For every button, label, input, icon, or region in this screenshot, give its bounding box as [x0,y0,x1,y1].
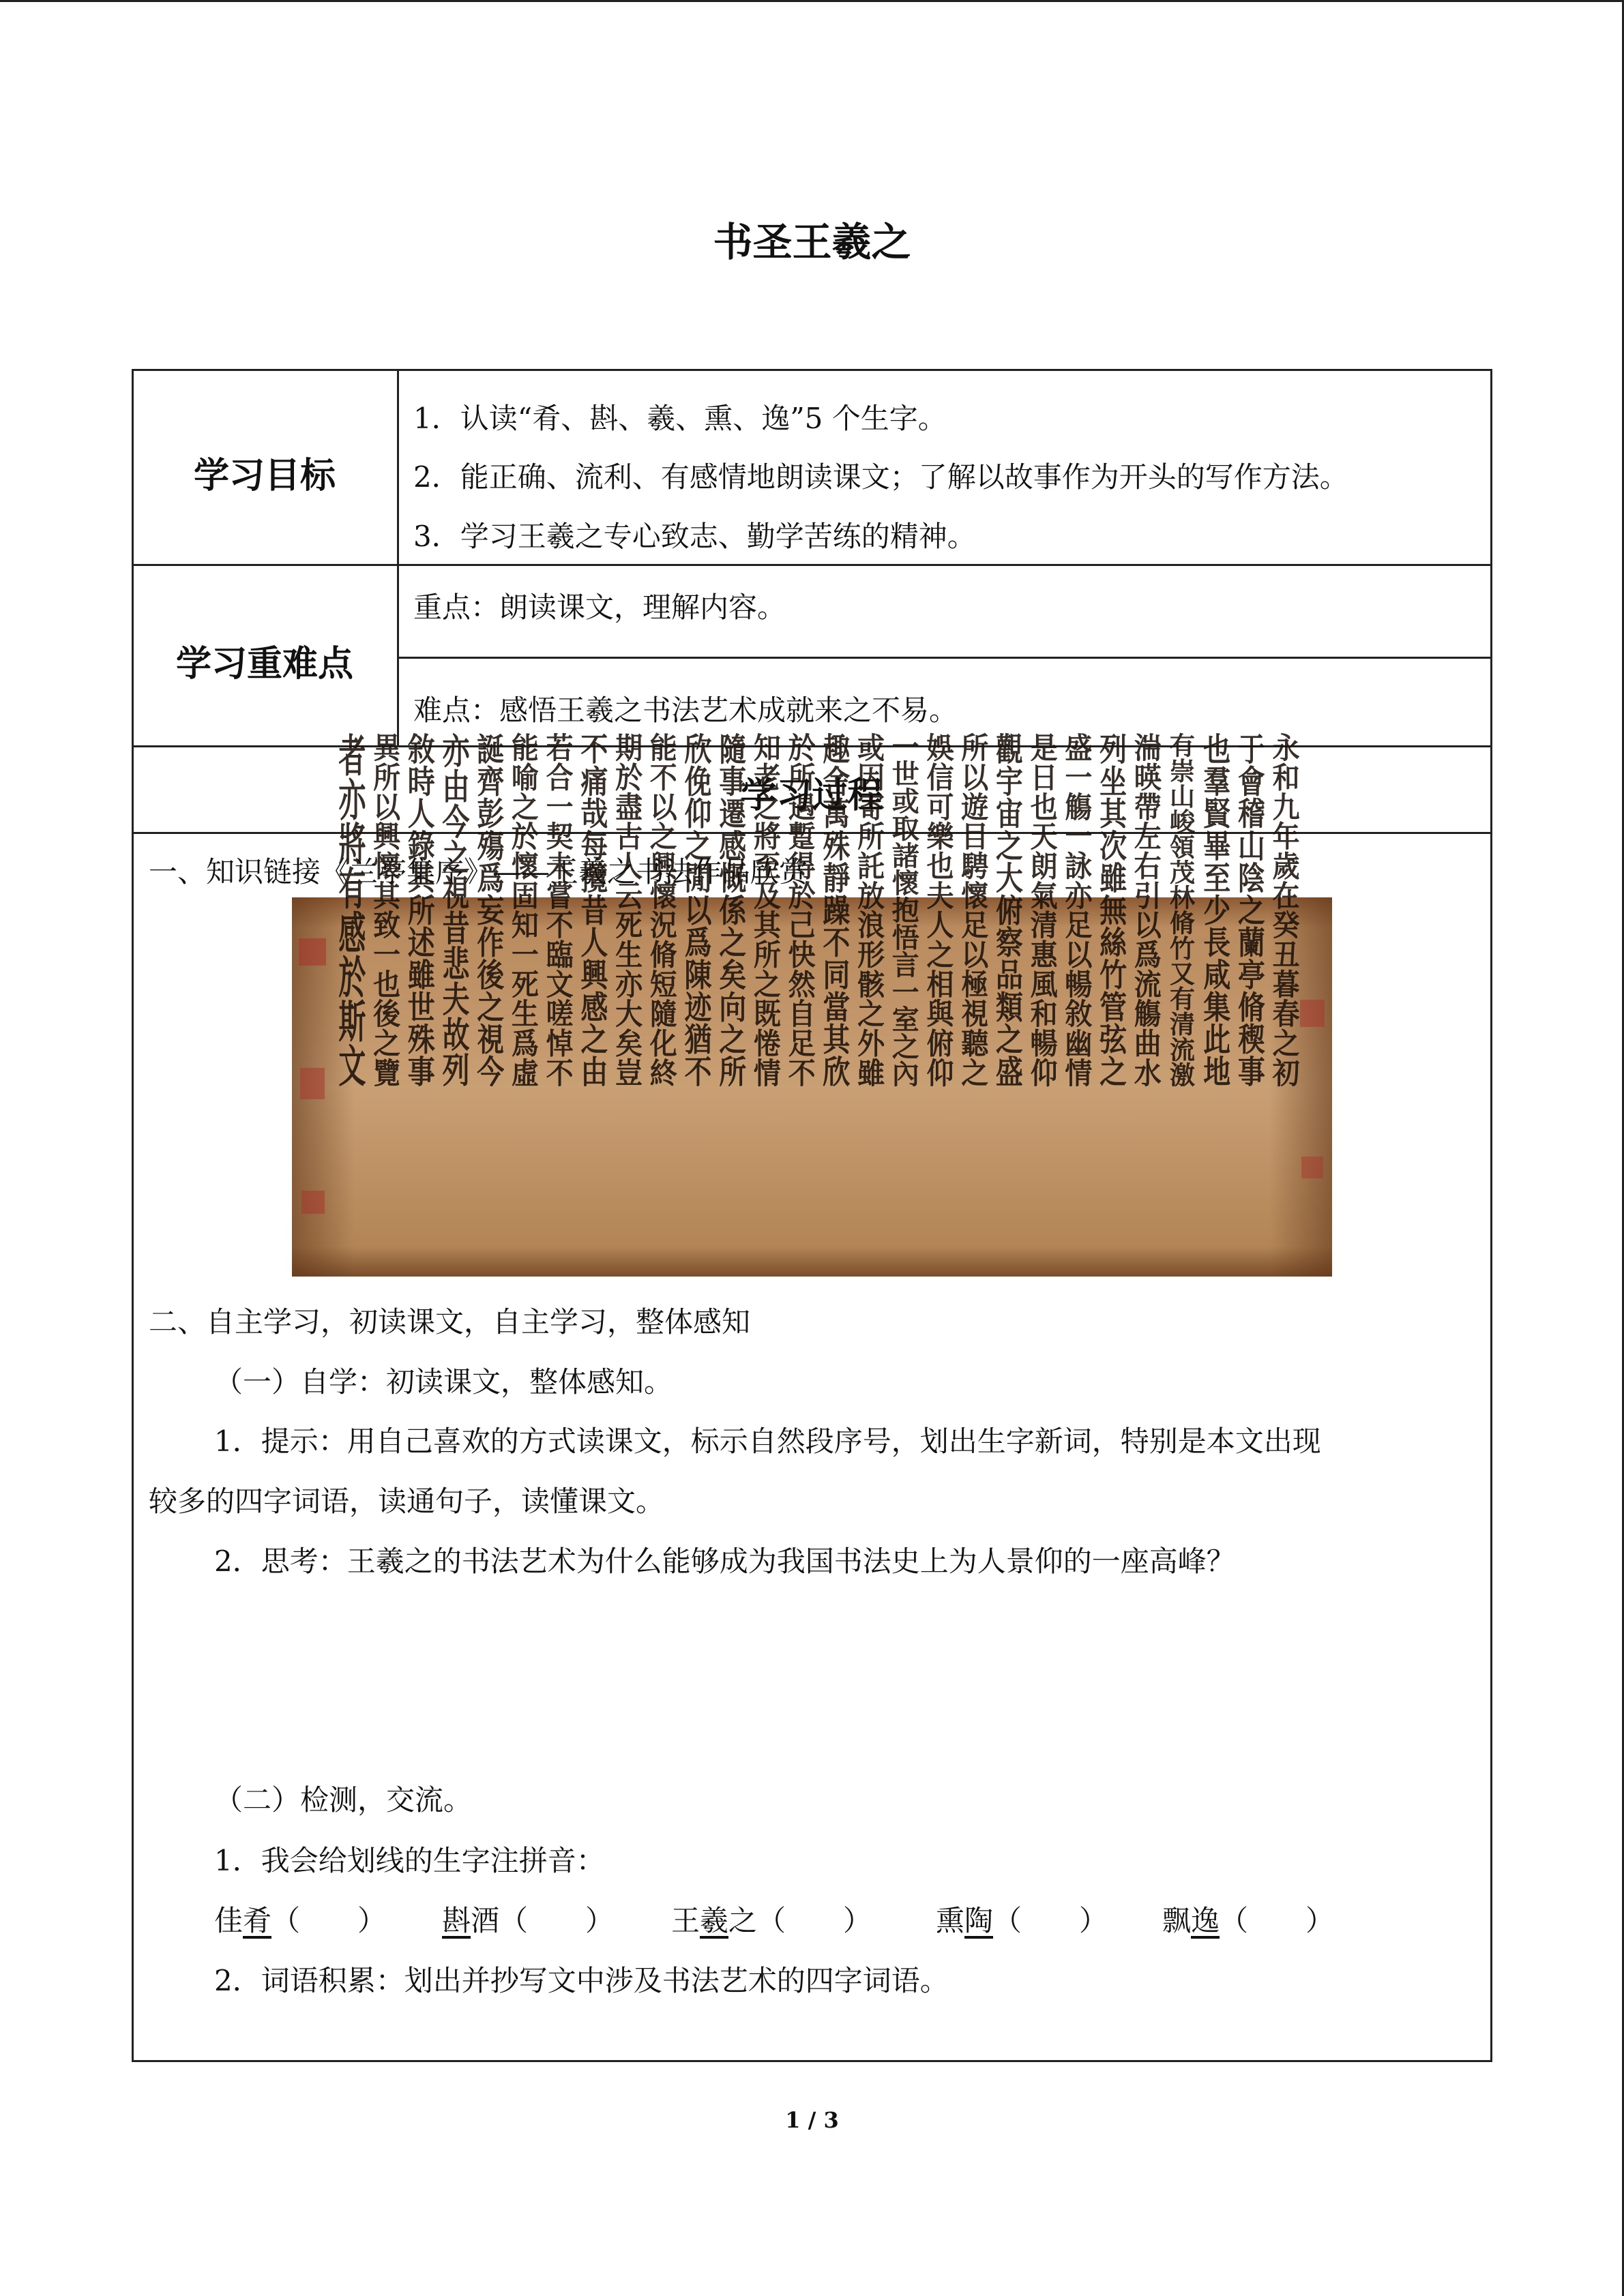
goal-item-1: 1．认读“肴、斟、羲、熏、逸”5 个生字。 [413,402,947,435]
answer-blank[interactable]: （ ） [757,1904,872,1937]
page-title: 书圣王羲之 [713,219,911,265]
row-divider [132,564,1492,566]
seal-stamp [1300,1000,1325,1027]
calligraphy-column: 趣舍萬殊靜躁不同當其欣 [818,732,851,1032]
calligraphy-column: 于會稽山陰之蘭亭脩稧事 [1233,732,1266,1032]
key-point: 重点：朗读课文，理解内容。 [413,591,786,624]
calligraphy-column: 是日也天朗氣清惠風和暢仰 [1026,732,1059,1060]
key-points-label: 学习重难点 [175,644,353,685]
process-heading: 学习过程 [741,775,883,816]
pinyin-task: 1．我会给划线的生字注拼音： [214,1844,605,1877]
goal-item-3: 3．学习王羲之专心致志、勤学苦练的精神。 [413,520,976,553]
calligraphy-column: 或因寄所託放浪形骸之外雖 [853,732,885,1060]
calligraphy-column: 若合一契未嘗不臨文嗟悼不 [542,732,574,1060]
calligraphy-column: 湍暎帶左右引以爲流觴曲水 [1130,732,1162,1060]
calligraphy-column: 敘時人錄其所述雖世殊事 [403,732,436,1032]
calligraphy-column: 欣俛仰之閒以爲陳迹猶不 [680,732,712,1032]
calligraphy-column: 能喻之於懷固知一死生爲虛 [507,732,540,1060]
calligraphy-column: 永和九年歲在癸丑暮春之初 [1268,732,1301,1060]
answer-blank[interactable]: （ ） [499,1904,615,1937]
calligraphy-column: 所以遊目騁懷足以極視聽之 [956,732,989,1060]
calligraphy-column: 期於盡古人云死生亦大矣豈 [610,732,643,1060]
seal-stamp [299,938,326,966]
seal-stamp [1301,1157,1323,1178]
calligraphy-column: 隨事遷感慨係之矣向之所 [714,732,747,1032]
answer-blank[interactable]: （ ） [271,1904,387,1937]
calligraphy-column: 知老之將至及其所之既惓情 [749,732,782,1060]
column-divider [397,369,399,747]
difficult-point: 难点：感悟王羲之书法艺术成就来之不易。 [413,694,958,727]
calligraphy-column: 盛一觴一詠亦足以暢敘幽情 [1060,732,1093,1060]
pinyin-word-5: 飘逸（ ） [1162,1904,1335,1937]
calligraphy-column: 列坐其次雖無絲竹管弦之 [1095,732,1127,1032]
think-question: 2．思考：王羲之的书法艺术为什么能够成为我国书法史上为人景仰的一座高峰？ [214,1545,1235,1578]
tip-line-1: 1．提示：用自己喜欢的方式读课文，标示自然段序号，划出生字新词，特别是本文出现 [214,1425,1321,1458]
pinyin-word-3: 王羲之（ ） [671,1904,872,1937]
goal-item-2: 2．能正确、流利、有感情地朗读课文；了解以故事作为开头的写作方法。 [413,460,1348,494]
calligraphy-column: 一世或取諸懷抱悟言一室之內 [887,732,920,1087]
calligraphy-column: 異所以興懷其致一也後之覽 [368,732,401,1060]
tip-line-2: 较多的四字词语，读通句子，读懂课文。 [149,1485,665,1518]
calligraphy-column: 也羣賢畢至少長咸集此地 [1198,732,1231,1032]
goals-label: 学习目标 [193,456,336,496]
calligraphy-column: 觀宇宙之大俯察品類之盛 [991,732,1024,1032]
check-heading: （二）检测，交流。 [214,1783,473,1817]
row-divider [398,657,1492,659]
answer-blank[interactable]: （ ） [993,1904,1108,1937]
seal-stamp [300,1068,325,1099]
pinyin-word-1: 佳肴（ ） [214,1904,387,1937]
page-number: 1 / 3 [785,2107,839,2133]
answer-blank[interactable]: （ ） [1220,1904,1335,1937]
section-1-heading: 一、知识链接《兰亭集序》——王羲之书法作品欣赏 [149,855,808,889]
section-2-heading: 二、自主学习，初读课文，自主学习，整体感知 [149,1305,751,1339]
calligraphy-column: 娛信可樂也夫人之相與俯仰 [922,732,954,1060]
top-border [0,0,1624,2]
calligraphy-column: 者亦將有感於斯文 [334,732,366,951]
calligraphy-column: 有崇山峻領茂林脩竹又有清流激 [1165,732,1196,1087]
calligraphy-column: 亦由今之視昔悲夫故列 [438,732,470,1005]
calligraphy-column: 誕齊彭殤爲妄作後之視今 [472,732,505,1032]
self-study-heading: （一）自学：初读课文，整体感知。 [214,1365,673,1399]
calligraphy-column: 不痛哉每攬昔人興感之由 [576,732,608,1032]
seal-stamp [301,1191,325,1214]
pinyin-word-2: 斟酒（ ） [442,1904,615,1937]
pinyin-word-4: 熏陶（ ） [936,1904,1108,1937]
calligraphy-column: 於所遇蹔得於己快然自足不 [784,732,816,1060]
calligraphy-column: 能不以之興懷況脩短隨化終 [645,732,678,1060]
vocab-task: 2．词语积累：划出并抄写文中涉及书法艺术的四字词语。 [214,1964,949,1997]
